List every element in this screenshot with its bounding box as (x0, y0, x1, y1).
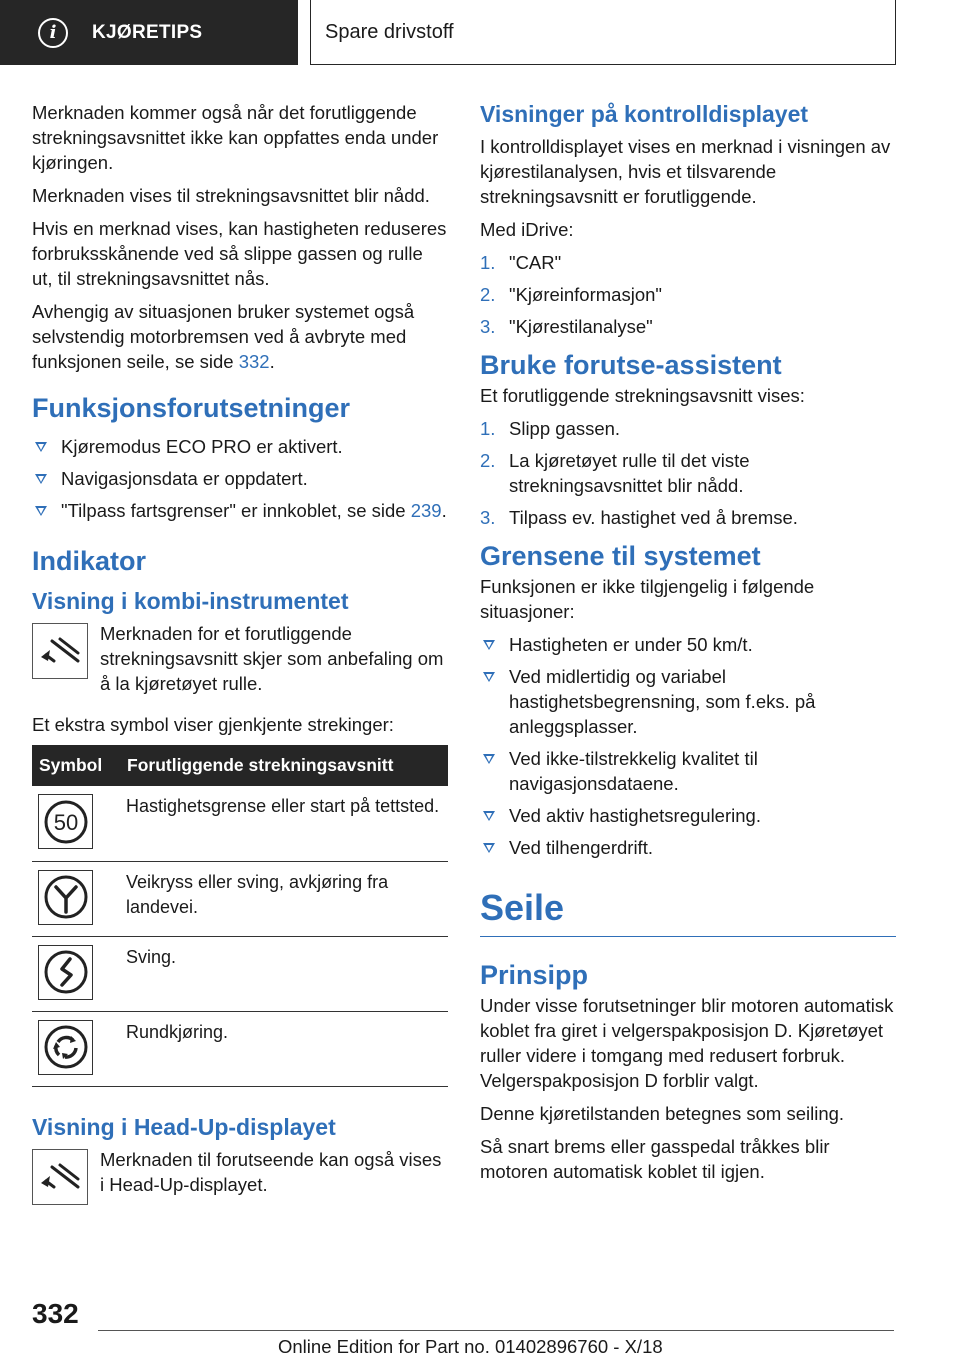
list-item (480, 282, 896, 307)
header-section-label: KJØRETIPS (92, 21, 203, 43)
list-item-text: "Tilpass fartsgrenser" er innkoblet, se side (61, 500, 411, 521)
list-item (480, 803, 896, 828)
step-number: 1. (480, 252, 496, 273)
table-cell: Veikryss eller sving, avkjøring fra landevei. (120, 861, 448, 936)
triangle-bullet-icon (483, 811, 495, 821)
table-header-description: Forutliggende strekningsavsnitt (120, 745, 448, 786)
curve-icon (38, 945, 93, 1000)
list-item (480, 416, 896, 441)
step-number: 1. (480, 418, 496, 439)
triangle-bullet-icon (35, 506, 47, 516)
coasting-hint-icon (32, 1149, 88, 1205)
paragraph: Merknaden vises til strekningsavsnittet blir nådd. (32, 185, 430, 206)
list-item-text: La kjøretøyet rulle til det viste strekningsavsnittet blir nådd. (509, 450, 750, 496)
list-item-text: Kjøremodus ECO PRO er aktivert. (61, 436, 343, 457)
list-item (480, 746, 896, 796)
header-title: Spare drivstoff (325, 20, 454, 43)
idrive-steps (480, 250, 896, 339)
step-number: 2. (480, 284, 496, 305)
right-column (480, 100, 896, 1192)
paragraph: Under visse forutsetninger blir motoren automatisk koblet fra giret i velgerspakposisjon D. Kjøretøyet ruller videre i tomgang med redusert forbruk. Velgerspakposisjon D forblir valgt. (480, 995, 894, 1091)
heading-control-display: Visninger på kontrolldisplayet (480, 101, 809, 127)
list-item (480, 448, 896, 498)
page-link[interactable]: 332 (238, 351, 270, 372)
heading-seile: Seile (480, 886, 896, 937)
step-number: 3. (480, 316, 496, 337)
heading-indicator: Indikator (32, 546, 147, 576)
heading-use-assistant: Bruke forutse-assistent (480, 350, 782, 380)
list-item-text: Navigasjonsdata er oppdatert. (61, 468, 308, 489)
footer-divider (98, 1330, 894, 1331)
speed-limit-50-icon (38, 794, 93, 849)
triangle-bullet-icon (35, 442, 47, 452)
triangle-bullet-icon (35, 474, 47, 484)
junction-icon (38, 870, 93, 925)
paragraph: Et forutliggende strekningsavsnitt vises: (480, 385, 805, 406)
paragraph-text: . (269, 351, 275, 372)
step-number: 3. (480, 507, 496, 528)
use-steps (480, 416, 896, 530)
list-item-text: . (441, 500, 447, 521)
heading-hud: Visning i Head-Up-displayet (32, 1113, 336, 1140)
info-icon: i (38, 18, 68, 48)
table-header-row (32, 745, 448, 786)
list-item (32, 434, 448, 459)
list-item (480, 664, 896, 739)
limits-list (480, 632, 896, 860)
list-item (32, 498, 448, 523)
symbol-table (32, 745, 448, 1087)
heading-limits: Grensene til systemet (480, 541, 761, 571)
heading-principle: Prinsipp (480, 960, 589, 990)
roundabout-icon (38, 1020, 93, 1075)
list-item-text: Slipp gassen. (509, 418, 621, 439)
menu-path-text: "Kjøreinformasjon" (509, 284, 662, 305)
list-item-text: Ved ikke-tilstrekkelig kvalitet til navigasjonsdataene. (509, 748, 758, 794)
menu-path-text: "CAR" (509, 252, 562, 273)
triangle-bullet-icon (483, 754, 495, 764)
table-row (32, 786, 448, 861)
paragraph: Med iDrive: (480, 219, 574, 240)
list-item (480, 314, 896, 339)
note-text: Merknaden for et forutliggende strekningsavsnitt skjer som anbefaling om å la kjøretøyet rulle. (100, 623, 444, 694)
coasting-hint-icon (32, 623, 88, 679)
table-cell: Rundkjøring. (120, 1011, 448, 1086)
list-item-text: Ved midlertidig og variabel hastighetsbegrensning, som f.eks. på anleggsplasser. (509, 666, 816, 737)
list-item-text: Ved tilhengerdrift. (509, 837, 653, 858)
table-row (32, 936, 448, 1011)
paragraph: Så snart brems eller gasspedal tråkkes blir motoren automatisk koblet til igjen. (480, 1136, 830, 1182)
requirements-list (32, 434, 448, 523)
header-title-box (310, 0, 896, 65)
menu-path-text: "Kjørestilanalyse" (509, 316, 653, 337)
triangle-bullet-icon (483, 640, 495, 650)
list-item-text: Tilpass ev. hastighet ved å bremse. (509, 507, 798, 528)
paragraph-text: Avhengig av situasjonen bruker systemet også selvstendig motorbremsen ved å avbryte med funksjonen seile, se side (32, 301, 415, 372)
kombi-note (32, 621, 448, 696)
table-header-symbol: Symbol (32, 745, 120, 786)
list-item (480, 250, 896, 275)
page-link[interactable]: 239 (410, 500, 442, 521)
triangle-bullet-icon (483, 672, 495, 682)
list-item-text: Ved aktiv hastighetsregulering. (509, 805, 761, 826)
paragraph: Funksjonen er ikke tilgjengelig i følgende situasjoner: (480, 576, 815, 622)
paragraph: I kontrolldisplayet vises en merknad i visningen av kjørestilanalysen, hvis et tilsvarende strekningsavsnitt er forutliggende. (480, 136, 891, 207)
note-text: Merknaden til forutseende kan også vises i Head-Up-displayet. (100, 1148, 442, 1195)
paragraph: Merknaden kommer også når det forutliggende strekningsavsnittet ikke kan oppfattes enda under kjøringen. (32, 102, 439, 173)
heading-kombi: Visning i kombi-instrumentet (32, 588, 349, 614)
footer-edition: Online Edition for Part no. 01402896760 - X/18 (278, 1336, 663, 1357)
triangle-bullet-icon (483, 843, 495, 853)
list-item-text: Hastigheten er under 50 km/t. (509, 634, 753, 655)
table-row (32, 861, 448, 936)
table-cell: Hastighetsgrense eller start på tettsted. (120, 786, 448, 861)
speed-limit-value: 50 (53, 809, 78, 835)
table-cell: Sving. (120, 936, 448, 1011)
page-number: 332 (32, 1298, 79, 1329)
table-row (32, 1011, 448, 1086)
heading-requirements: Funksjonsforutsetninger (32, 393, 351, 423)
list-item (480, 505, 896, 530)
list-item (480, 835, 896, 860)
hud-note (32, 1147, 448, 1205)
paragraph: Hvis en merknad vises, kan hastigheten reduseres forbruksskånende ved så slippe gassen og rulle ut, til strekningsavsnittet nås. (32, 218, 447, 289)
header-section-tab (0, 0, 298, 65)
paragraph: Denne kjøretilstanden betegnes som seiling. (480, 1103, 845, 1124)
paragraph (32, 299, 448, 374)
list-item (32, 466, 448, 491)
step-number: 2. (480, 450, 496, 471)
paragraph: Et ekstra symbol viser gjenkjente strekinger: (32, 714, 394, 735)
list-item (480, 632, 896, 657)
left-column (32, 100, 448, 1221)
